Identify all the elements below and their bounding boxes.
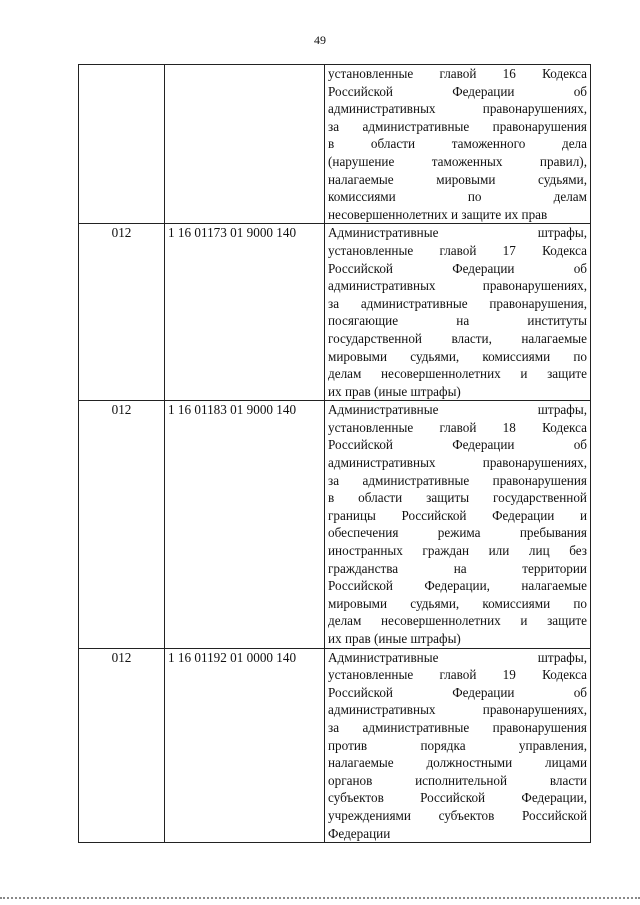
table-row bbox=[79, 65, 591, 224]
description-line: в области защиты государственной bbox=[328, 490, 587, 506]
budget-classification-code-cell: 1 16 01173 01 9000 140 bbox=[165, 224, 325, 401]
revenue-description-cell bbox=[325, 65, 591, 224]
description-line: Российской Федерации об bbox=[328, 684, 587, 700]
table-body bbox=[79, 65, 591, 843]
description-line: посягающие на институты bbox=[328, 313, 587, 329]
description-line: мировыми судьями, комиссиями по bbox=[328, 595, 587, 611]
description-line: органов исполнительной власти bbox=[328, 772, 587, 788]
description-line: Российской Федерации об bbox=[328, 83, 587, 99]
description-line: учреждениями субъектов Российской bbox=[328, 807, 587, 823]
description-line: в области таможенного дела bbox=[328, 136, 587, 152]
description-line: обеспечения режима пребывания bbox=[328, 525, 587, 541]
description-line: Федерации bbox=[328, 825, 391, 841]
revenue-description-cell bbox=[325, 401, 591, 648]
description-line: несовершеннолетних и защите их прав bbox=[328, 206, 548, 222]
description-line: установленные главой 19 Кодекса bbox=[328, 667, 587, 683]
description-line: административных правонарушениях, bbox=[328, 101, 587, 117]
description-line: административных правонарушениях, bbox=[328, 455, 587, 471]
table-row bbox=[79, 224, 591, 401]
description-line: административных правонарушениях, bbox=[328, 702, 587, 718]
budget-codes-table bbox=[78, 64, 591, 843]
description-line: налагаемые должностными лицами bbox=[328, 755, 587, 771]
description-line: за административные правонарушения bbox=[328, 719, 587, 735]
description-line: Российской Федерации об bbox=[328, 260, 587, 276]
revenue-description-cell bbox=[325, 224, 591, 401]
description-line: их прав (иные штрафы) bbox=[328, 383, 461, 399]
budget-classification-code-cell: 1 16 01183 01 9000 140 bbox=[165, 401, 325, 648]
description-line: установленные главой 18 Кодекса bbox=[328, 419, 587, 435]
budget-classification-code-cell bbox=[165, 65, 325, 224]
page-number: 49 bbox=[314, 33, 326, 47]
description-line: комиссиями по делам bbox=[328, 189, 587, 205]
description-line: Административные штрафы, bbox=[328, 649, 587, 665]
description-line: налагаемые мировыми судьями, bbox=[328, 171, 587, 187]
description-line: границы Российской Федерации и bbox=[328, 507, 587, 523]
description-line: установленные главой 17 Кодекса bbox=[328, 242, 587, 258]
description-line: Российской Федерации об bbox=[328, 437, 587, 453]
admin-code-cell bbox=[79, 65, 165, 224]
description-line: (нарушение таможенных правил), bbox=[328, 153, 587, 169]
description-line: их прав (иные штрафы) bbox=[328, 631, 461, 646]
description-line: Административные штрафы, bbox=[328, 402, 587, 418]
description-line: за административные правонарушения, bbox=[328, 295, 587, 311]
table-row bbox=[79, 401, 591, 648]
admin-code-cell: 012 bbox=[79, 401, 165, 648]
description-line: мировыми судьями, комиссиями по bbox=[328, 348, 587, 364]
table-row bbox=[79, 648, 591, 843]
description-line: за административные правонарушения bbox=[328, 472, 587, 488]
page-bottom-divider bbox=[0, 897, 640, 899]
description-line: иностранных граждан или лиц без bbox=[328, 543, 587, 559]
description-line: государственной власти, налагаемые bbox=[328, 330, 587, 346]
description-line: субъектов Российской Федерации, bbox=[328, 790, 587, 806]
description-line: за административные правонарушения bbox=[328, 118, 587, 134]
description-line: против порядка управления, bbox=[328, 737, 587, 753]
description-line: делам несовершеннолетних и защите bbox=[328, 613, 587, 629]
description-line: гражданства на территории bbox=[328, 560, 587, 576]
budget-classification-code-cell: 1 16 01192 01 0000 140 bbox=[165, 648, 325, 843]
revenue-description-cell bbox=[325, 648, 591, 843]
description-line: делам несовершеннолетних и защите bbox=[328, 366, 587, 382]
admin-code-cell: 012 bbox=[79, 648, 165, 843]
description-line: Административные штрафы, bbox=[328, 225, 587, 241]
description-line: административных правонарушениях, bbox=[328, 278, 587, 294]
description-line: установленные главой 16 Кодекса bbox=[328, 66, 587, 81]
admin-code-cell: 012 bbox=[79, 224, 165, 401]
description-line: Российской Федерации, налагаемые bbox=[328, 578, 587, 594]
